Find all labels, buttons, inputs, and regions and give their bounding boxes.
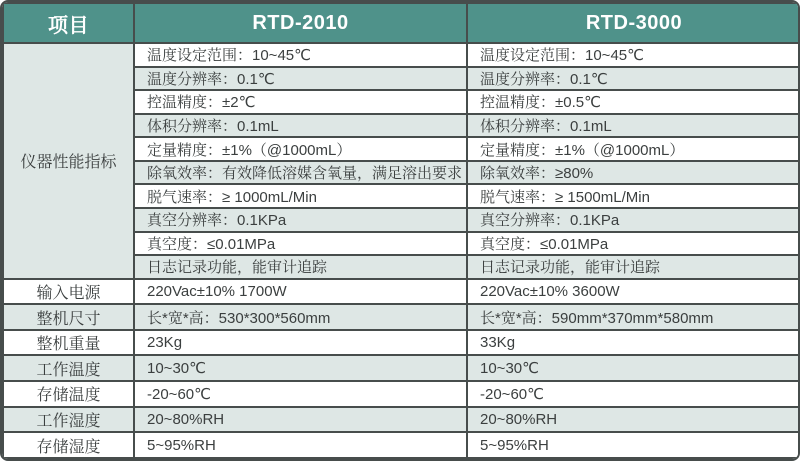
spec-cell: 温度分辨率：0.1℃ [134,67,467,91]
spec-cell: 长*宽*高：530*300*560mm [134,304,467,330]
spec-cell: 控温精度：±2℃ [134,90,467,114]
row-label: 存储湿度 [3,432,134,458]
header-cell-item: 项目 [3,3,134,43]
row-group-label: 仪器性能指标 [3,43,134,279]
spec-cell: 真空度：≤0.01MPa [134,232,467,256]
row-label: 存储温度 [3,381,134,407]
spec-cell: 控温精度：±0.5℃ [467,90,800,114]
spec-comparison-table [2,2,800,459]
row-label: 工作湿度 [3,407,134,433]
table-row [3,43,800,67]
row-label: 输入电源 [3,279,134,305]
table-row [3,381,800,407]
spec-cell: 真空分辨率：0.1KPa [467,208,800,232]
spec-cell: 定量精度：±1%（@1000mL） [134,137,467,161]
header-row [3,3,800,43]
spec-cell: 温度设定范围：10~45℃ [467,43,800,67]
table-row [3,330,800,356]
header-cell-rtd3000: RTD-3000 [467,3,800,43]
spec-cell: -20~60℃ [134,381,467,407]
table-row [3,279,800,305]
spec-cell: 日志记录功能，能审计追踪 [467,255,800,279]
spec-cell: 除氧效率：≥80% [467,161,800,185]
spec-cell: 5~95%RH [467,432,800,458]
table-row [3,304,800,330]
spec-cell: 温度分辨率：0.1℃ [467,67,800,91]
spec-cell: 10~30℃ [467,355,800,381]
spec-cell: 20~80%RH [467,407,800,433]
row-label: 整机尺寸 [3,304,134,330]
spec-cell: 220Vac±10% 1700W [134,279,467,305]
spec-cell: 10~30℃ [134,355,467,381]
table-row [3,355,800,381]
row-label: 整机重量 [3,330,134,356]
spec-cell: 温度设定范围：10~45℃ [134,43,467,67]
spec-cell: 23Kg [134,330,467,356]
row-label: 工作温度 [3,355,134,381]
spec-cell: 20~80%RH [134,407,467,433]
spec-cell: 长*宽*高：590mm*370mm*580mm [467,304,800,330]
table-row [3,432,800,458]
spec-cell: 5~95%RH [134,432,467,458]
spec-cell: 33Kg [467,330,800,356]
header-cell-rtd2010: RTD-2010 [134,3,467,43]
spec-cell: 体积分辨率：0.1mL [134,114,467,138]
table-row [3,407,800,433]
spec-cell: 定量精度：±1%（@1000mL） [467,137,800,161]
spec-cell: -20~60℃ [467,381,800,407]
spec-cell: 日志记录功能，能审计追踪 [134,255,467,279]
spec-cell: 脱气速率：≥ 1500mL/Min [467,184,800,208]
spec-cell: 220Vac±10% 3600W [467,279,800,305]
spec-cell: 体积分辨率：0.1mL [467,114,800,138]
table-body [3,43,800,458]
spec-cell: 真空度：≤0.01MPa [467,232,800,256]
spec-cell: 脱气速率：≥ 1000mL/Min [134,184,467,208]
spec-cell: 除氧效率：有效降低溶媒含氧量，满足溶出要求 [134,161,467,185]
table-header [3,3,800,43]
spec-cell: 真空分辨率：0.1KPa [134,208,467,232]
